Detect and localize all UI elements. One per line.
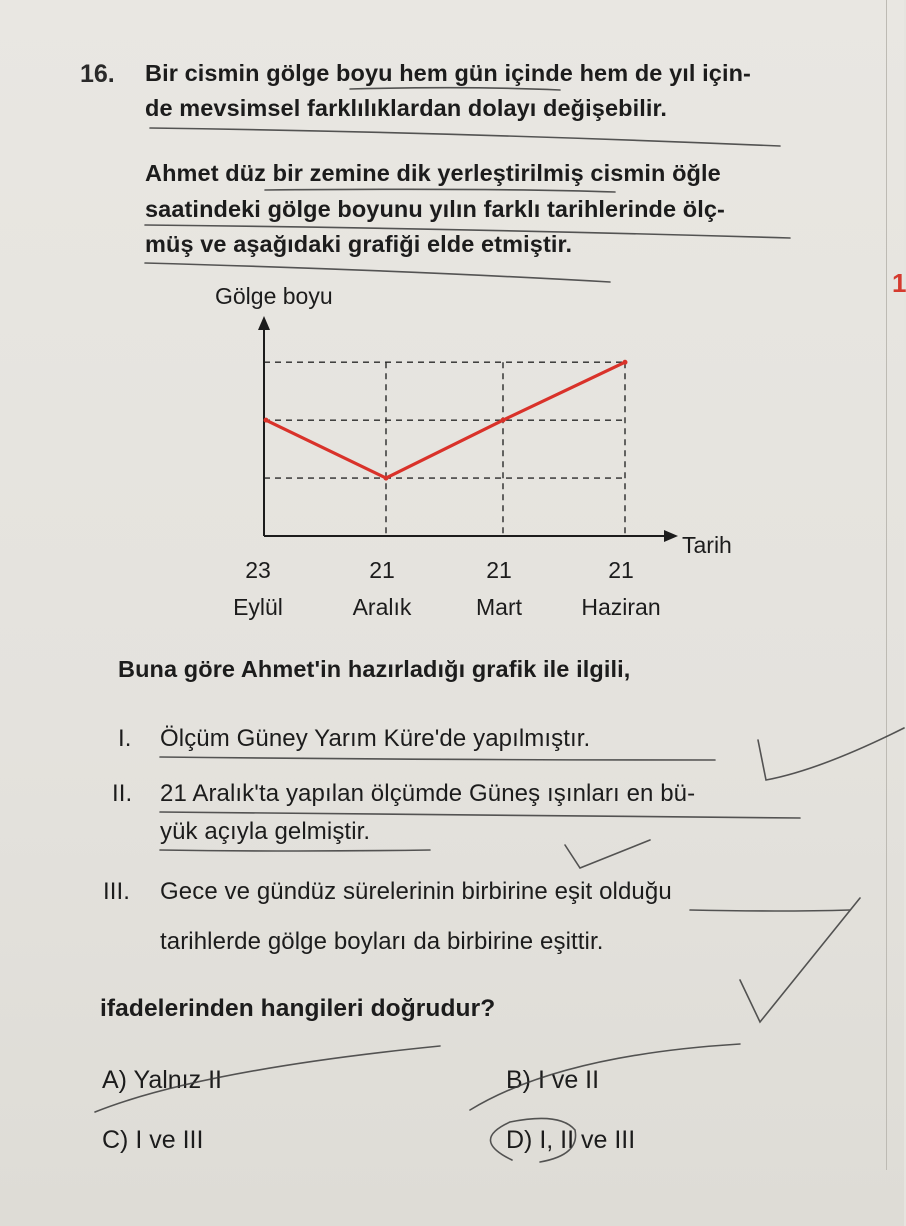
data-point-1	[264, 418, 269, 423]
x-axis-label: Tarih	[682, 532, 732, 558]
statement-2-num: II.	[112, 780, 133, 807]
data-point-2	[384, 476, 389, 481]
tick-label-day-4: 21	[608, 557, 634, 583]
data-point-4	[623, 360, 628, 365]
tick-label-month-3: Mart	[476, 594, 522, 620]
question-number: 16.	[80, 60, 115, 88]
question-ask: ifadelerinden hangileri doğrudur?	[100, 995, 496, 1022]
option-b[interactable]: B) I ve II	[506, 1066, 600, 1094]
context-line-3: müş ve aşağıdaki grafiği elde etmiştir.	[145, 231, 573, 257]
chart-tick-labels	[233, 557, 661, 620]
statement-1-num: I.	[118, 725, 132, 752]
tick-label-day-1: 23	[245, 557, 271, 583]
statement-3-num: III.	[103, 878, 131, 905]
tick-label-day-3: 21	[486, 557, 512, 583]
context-line-1: Ahmet düz bir zemine dik yerleştirilmiş cismin öğle	[145, 160, 721, 186]
statement-3-line-2: tarihlerde gölge boyları da birbirine eşittir.	[160, 928, 604, 955]
statement-1-text: Ölçüm Güney Yarım Küre'de yapılmıştır.	[160, 725, 591, 752]
prompt-line: Buna göre Ahmet'in hazırladığı grafik ile ilgili,	[118, 656, 631, 682]
tick-label-month-1: Eylül	[233, 594, 283, 620]
tick-label-day-2: 21	[369, 557, 395, 583]
margin-question-number: 1	[892, 268, 906, 298]
tick-label-month-2: Aralık	[352, 594, 412, 620]
y-axis-arrow	[258, 316, 270, 330]
x-axis-arrow	[664, 530, 678, 542]
option-d[interactable]: D) I, II ve III	[506, 1126, 636, 1154]
intro-line-1: Bir cismin gölge boyu hem gün içinde hem de yıl için-	[145, 60, 751, 86]
statement-2-line-2: yük açıyla gelmiştir.	[160, 818, 371, 845]
tick-label-month-4: Haziran	[581, 594, 661, 620]
context-line-2: saatindeki gölge boyunu yılın farklı tarihlerinde ölç-	[145, 196, 725, 222]
option-c[interactable]: C) I ve III	[102, 1126, 204, 1154]
intro-line-2: de mevsimsel farklılıklardan dolayı değişebilir.	[145, 95, 668, 121]
statement-2-line-1: 21 Aralık'ta yapılan ölçümde Güneş ışınları en bü-	[160, 780, 696, 807]
option-a[interactable]: A) Yalnız II	[102, 1066, 222, 1094]
y-axis-label: Gölge boyu	[215, 283, 333, 309]
statement-3-line-1: Gece ve gündüz sürelerinin birbirine eşit olduğu	[160, 878, 672, 905]
data-point-3	[501, 418, 506, 423]
